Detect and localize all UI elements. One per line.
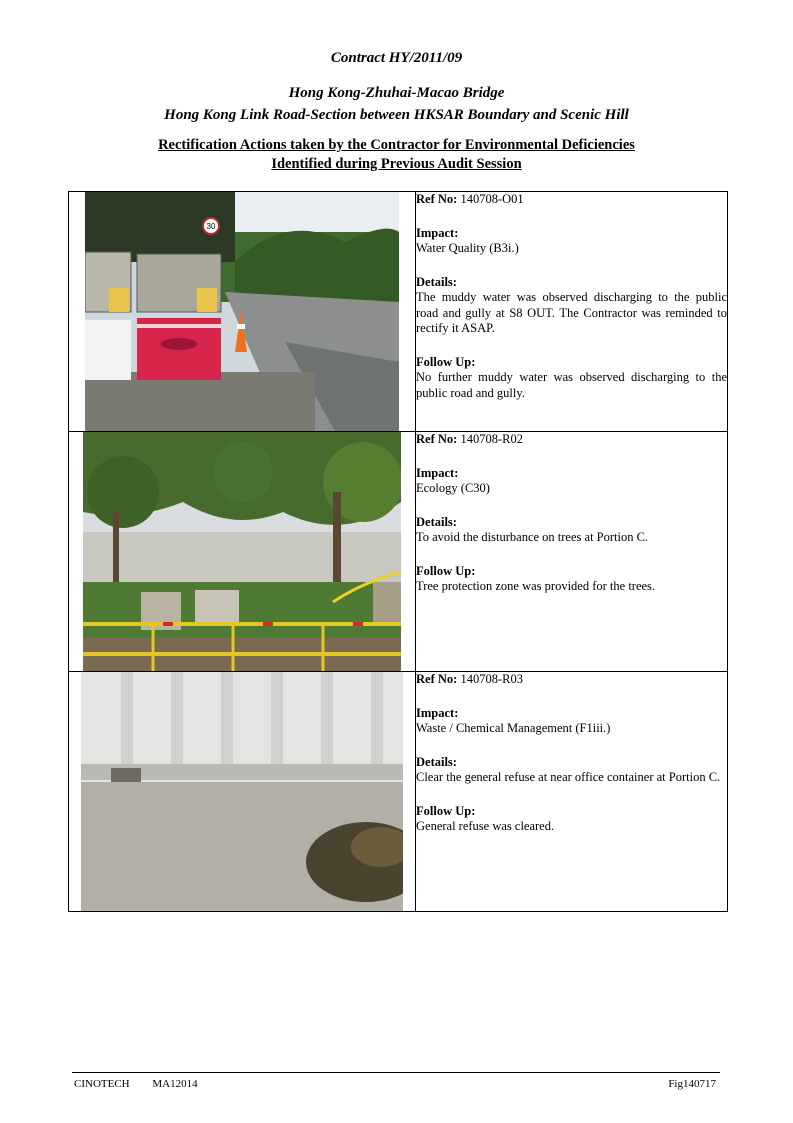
table-row xyxy=(69,192,728,432)
ref-no-label: Ref No: xyxy=(416,192,458,206)
follow-up-value: Tree protection zone was provided for the trees. xyxy=(416,579,656,593)
site-photo-tree-protection xyxy=(83,432,401,671)
record-details-cell xyxy=(416,672,728,912)
footer-left xyxy=(74,1078,218,1090)
footer-divider xyxy=(72,1072,720,1073)
page-heading xyxy=(0,136,793,174)
impact-value: Water Quality (B3i.) xyxy=(416,241,519,255)
findings-table xyxy=(68,191,728,912)
heading-line2: Identified during Previous Audit Session xyxy=(271,156,522,172)
impact-value: Ecology (C30) xyxy=(416,481,490,495)
details-value: The muddy water was observed discharging to the public road and gully at S8 OUT. The Contractor was reminded to rectify it ASAP. xyxy=(416,290,727,335)
follow-up-value: General refuse was cleared. xyxy=(416,819,555,833)
speed-limit-sign: 30 xyxy=(206,222,216,231)
project-title-line2: Hong Kong Link Road-Section between HKSAR Boundary and Scenic Hill xyxy=(164,107,629,123)
record-details-cell xyxy=(416,432,728,672)
table-row xyxy=(69,432,728,672)
ref-no-value: 140708-R02 xyxy=(460,432,523,446)
details-value: Clear the general refuse at near office container at Portion C. xyxy=(416,770,721,784)
follow-up-label: Follow Up: xyxy=(416,803,476,818)
footer-figure-number: Fig140717 xyxy=(668,1078,716,1090)
footer-report-number: MA12014 xyxy=(152,1078,198,1090)
impact-label: Impact: xyxy=(416,465,459,480)
details-value: To avoid the disturbance on trees at Portion C. xyxy=(416,530,649,544)
follow-up-label: Follow Up: xyxy=(416,354,476,369)
impact-label: Impact: xyxy=(416,225,459,240)
site-photo-road-barrier xyxy=(85,192,399,431)
follow-up-label: Follow Up: xyxy=(416,563,476,578)
impact-label: Impact: xyxy=(416,705,459,720)
details-label: Details: xyxy=(416,514,457,529)
photo-cell xyxy=(69,192,416,432)
photo-cell xyxy=(69,672,416,912)
site-photo-office-container xyxy=(81,672,403,911)
table-row xyxy=(69,672,728,912)
project-title-line1: Hong Kong-Zhuhai-Macao Bridge xyxy=(288,85,505,101)
follow-up-value: No further muddy water was observed discharging to the public road and gully. xyxy=(416,370,727,400)
record-details-cell xyxy=(416,192,728,432)
ref-no-label: Ref No: xyxy=(416,672,458,686)
heading-line1: Rectification Actions taken by the Contractor for Environmental Deficiencies xyxy=(158,137,635,153)
ref-no-value: 140708-R03 xyxy=(460,672,523,686)
contract-number: Contract HY/2011/09 xyxy=(330,50,463,66)
photo-cell xyxy=(69,432,416,672)
details-label: Details: xyxy=(416,274,457,289)
ref-no-value: 140708-O01 xyxy=(460,192,524,206)
impact-value: Waste / Chemical Management (F1iii.) xyxy=(416,721,611,735)
footer-company: CINOTECH xyxy=(74,1078,130,1090)
ref-no-label: Ref No: xyxy=(416,432,458,446)
details-label: Details: xyxy=(416,754,457,769)
